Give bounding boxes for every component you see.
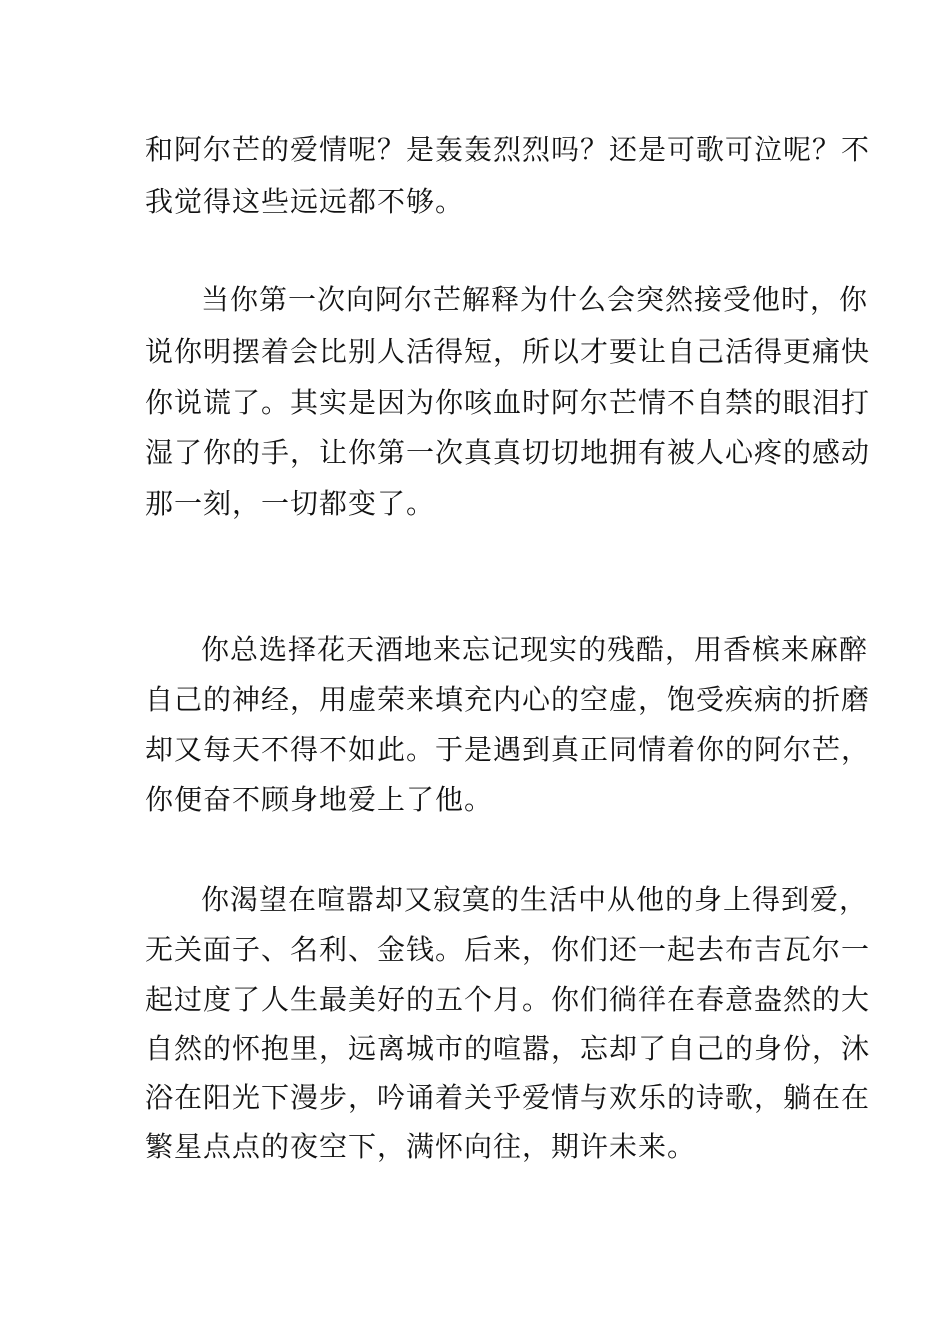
text-line: 湿了你的手，让你第一次真真切切地拥有被人心疼的感动 bbox=[145, 436, 871, 469]
text-line: 你渴望在喧嚣却又寂寞的生活中从他的身上得到爱， bbox=[201, 883, 869, 916]
text-line: 繁星点点的夜空下，满怀向往，期许未来。 bbox=[145, 1130, 697, 1163]
text-line: 你说谎了。其实是因为你咳血时阿尔芒情不自禁的眼泪打 bbox=[145, 386, 871, 419]
text-line: 自然的怀抱里，远离城市的喧嚣，忘却了自己的身份，沐 bbox=[145, 1032, 871, 1065]
text-line: 起过度了人生最美好的五个月。你们徜徉在春意盎然的大 bbox=[145, 983, 871, 1016]
text-line: 你便奋不顾身地爱上了他。 bbox=[145, 783, 494, 816]
text-line: 那一刻，一切都变了。 bbox=[145, 487, 436, 520]
text-line: 自己的神经，用虚荣来填充内心的空虚，饱受疾病的折磨 bbox=[145, 683, 871, 716]
text-line: 说你明摆着会比别人活得短，所以才要让自己活得更痛快 bbox=[145, 335, 871, 368]
text-line: 无关面子、名利、金钱。后来，你们还一起去布吉瓦尔一 bbox=[145, 933, 871, 966]
text-line: 和阿尔芒的爱情呢？是轰轰烈烈吗？还是可歌可泣呢？不 bbox=[145, 133, 871, 166]
text-line: 我觉得这些远远都不够。 bbox=[145, 185, 465, 218]
text-line: 却又每天不得不如此。于是遇到真正同情着你的阿尔芒， bbox=[145, 733, 871, 766]
text-line: 当你第一次向阿尔芒解释为什么会突然接受他时，你 bbox=[201, 283, 869, 316]
text-line: 浴在阳光下漫步，吟诵着关乎爱情与欢乐的诗歌，躺在在 bbox=[145, 1081, 871, 1114]
text-line: 你总选择花天酒地来忘记现实的残酷，用香槟来麻醉 bbox=[201, 633, 869, 666]
